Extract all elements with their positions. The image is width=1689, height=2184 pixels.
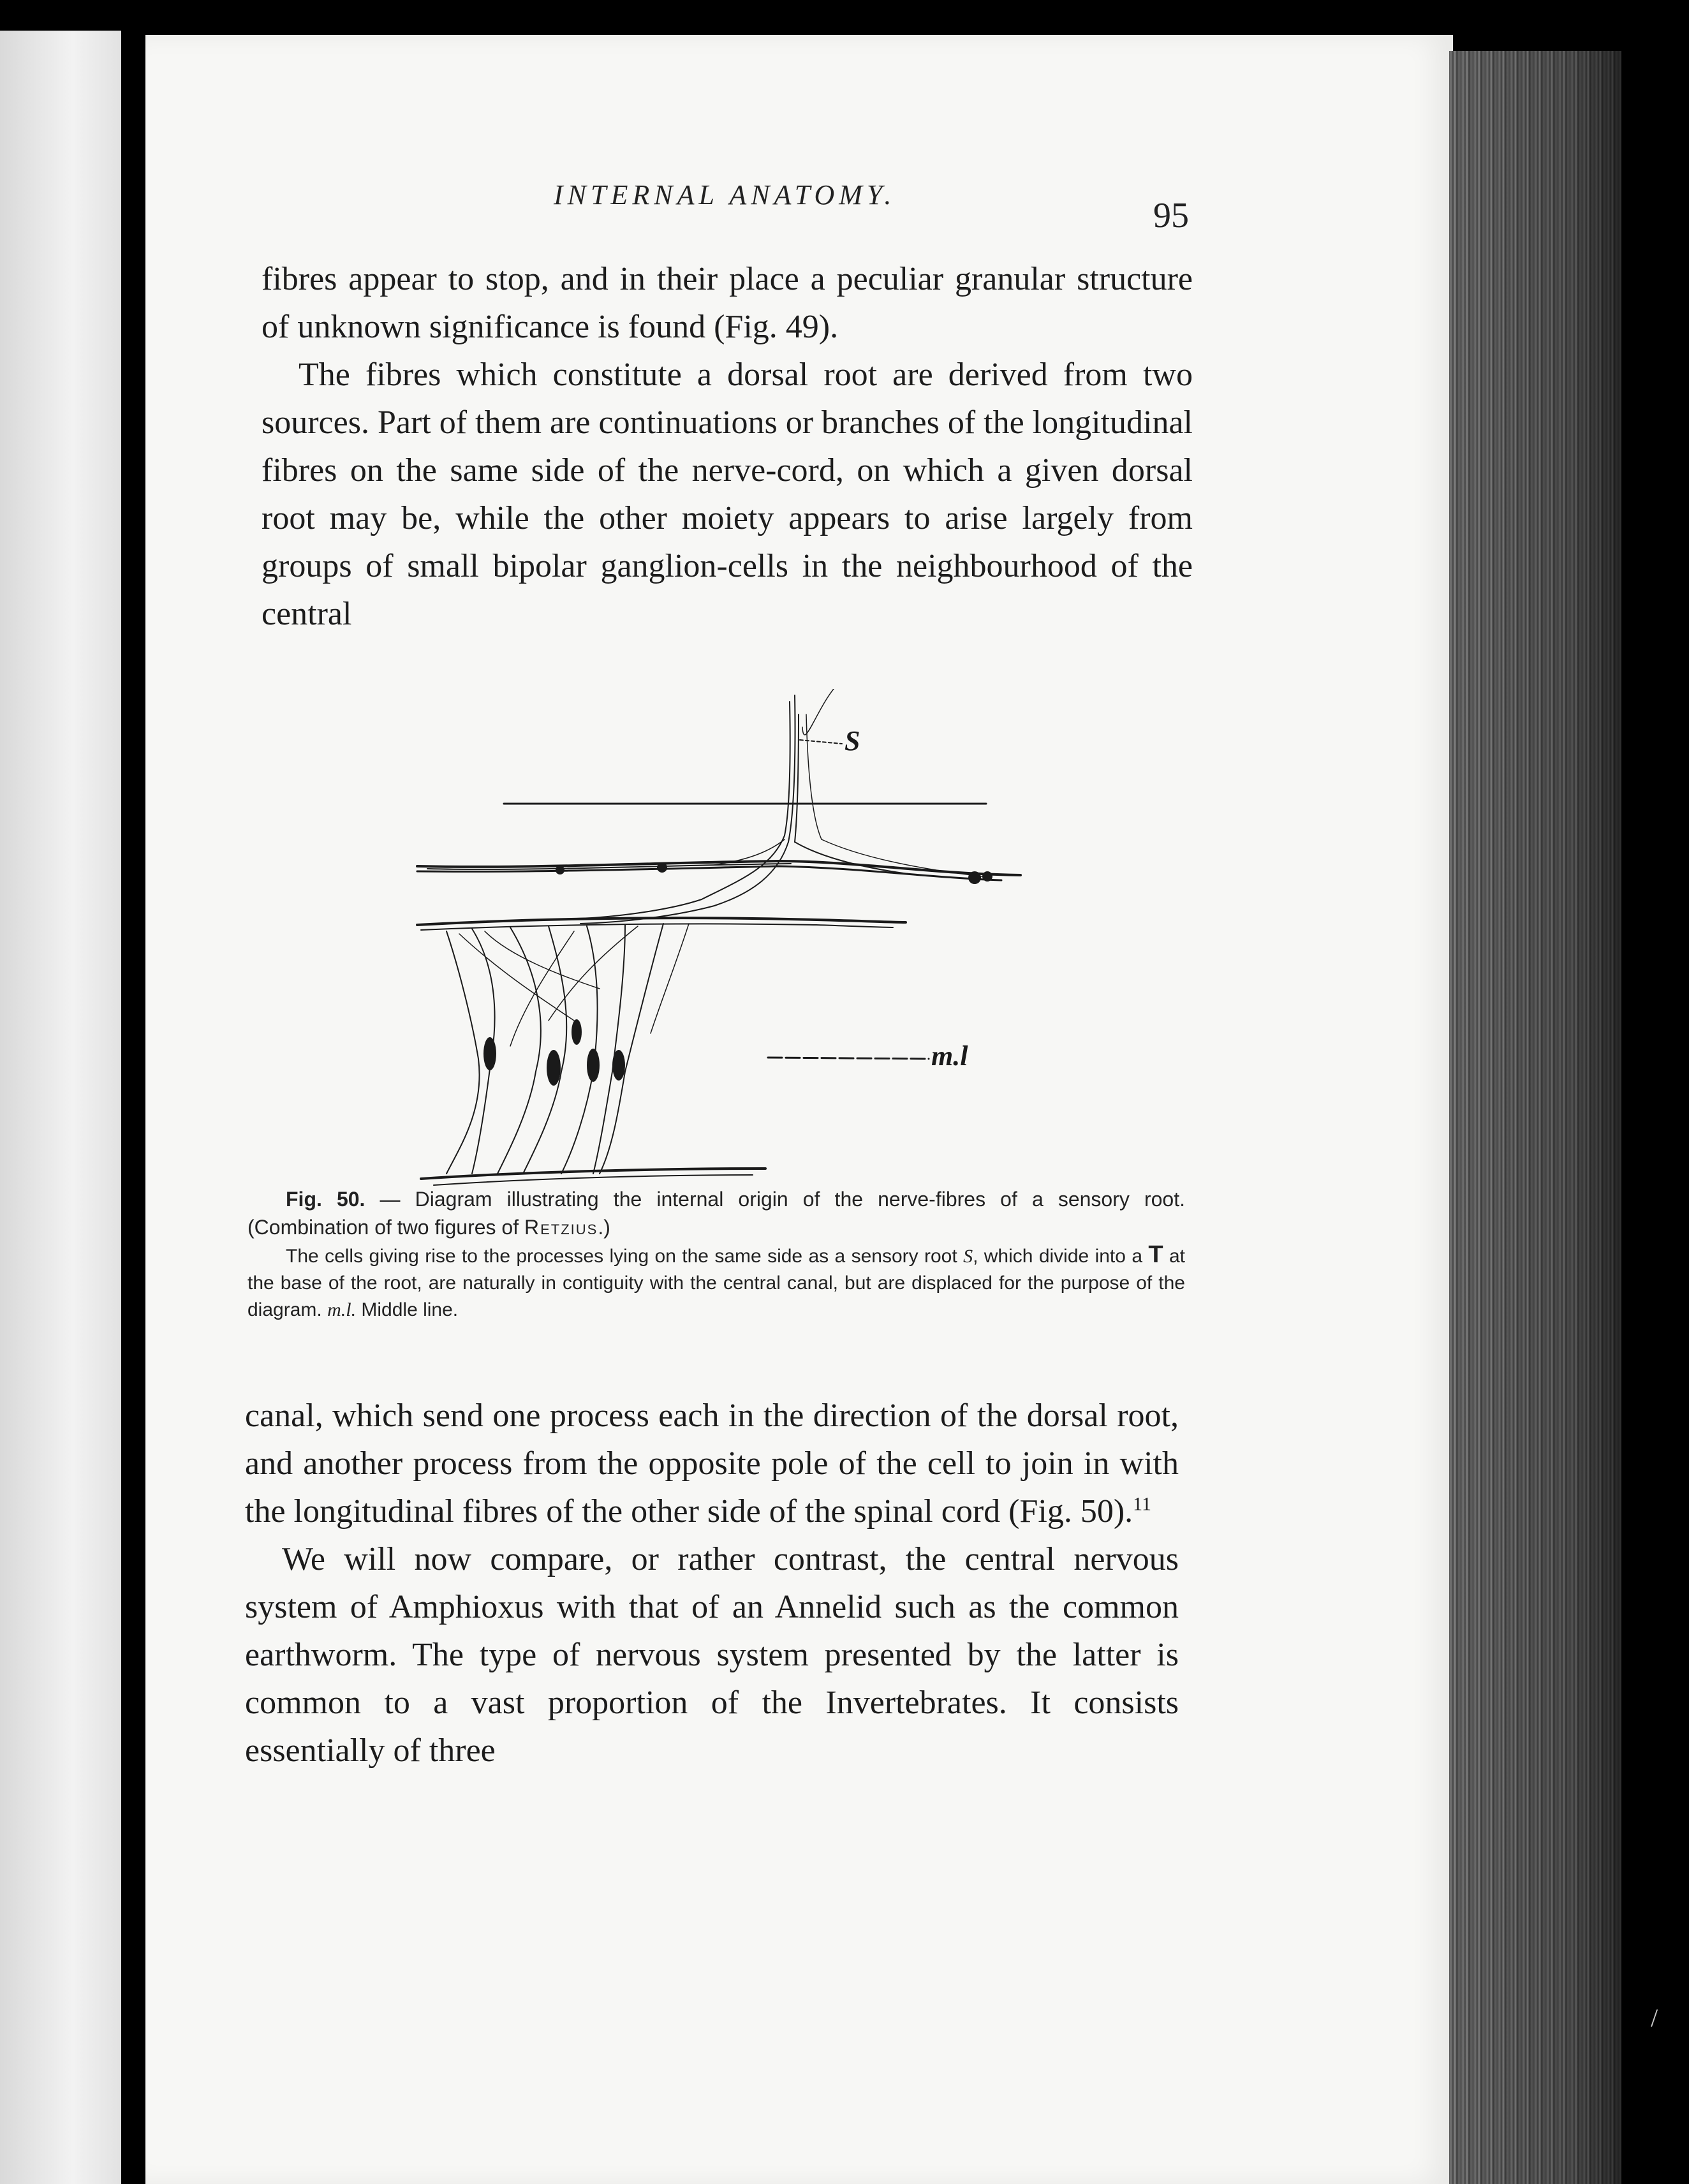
caption-title: Fig. 50. — Diagram illustrating the internal origin of the nerve-fibres of a sensory root. (Combination of two figures of Retzius.): [247, 1188, 1186, 1239]
ganglion-cell: [587, 1049, 600, 1082]
paragraph: fibres appear to stop, and in their place a peculiar granular structure of unknown significance is found (Fig. 49).: [262, 261, 1193, 345]
s-pointer-line: [800, 740, 842, 744]
footnote-ref: 11: [1133, 1493, 1152, 1515]
body-text-top: [262, 255, 1193, 638]
dorsal-root-fibre: [806, 714, 822, 839]
ganglion-cell: [547, 1050, 561, 1086]
ganglion-cell: [612, 1050, 625, 1081]
caption-author: Retzius: [524, 1216, 598, 1239]
paragraph: canal, which send one process each in the direction of the dorsal root, and another process from the opposite pole of the cell to join in with the longitudinal fibres of the other side of the spinal cord (Fig. 50).$^{11}$: [245, 1398, 1179, 1530]
paragraph: The fibres which constitute a dorsal root are derived from two sources. Part of them are continuations or branches of the longitudinal fibres on the same side of the nerve-cord, on which a given dorsal root may be, while the other moiety appears to arise largely from groups of small bipolar ganglion-cells in the neighbourhood of the central: [262, 357, 1193, 632]
label-s: S: [844, 725, 860, 756]
caption-explanation: The cells giving rise to the processes lying on the same side as a sensory root S, which divide into a T at the base of the root, are naturally in contiguity with the central canal, but are displaced for the purpose of the diagram. m.l. Middle line.: [247, 1241, 1185, 1320]
dorsal-root-fibre: [802, 689, 837, 735]
nerve-fibre-diagram: [408, 689, 1033, 1186]
scan-mark: /: [1651, 2003, 1658, 2032]
ganglion-cell: [483, 1037, 496, 1070]
running-head: INTERNAL ANATOMY.: [554, 179, 896, 210]
figure-caption: [247, 1185, 1185, 1324]
ganglion-cell: [572, 1019, 582, 1045]
paragraph: We will now compare, or rather contrast, the central nervous system of Amphioxus with that of an Annelid such as the common earthworm. The type of nervous system presented by the latter is common to a vast proportion of the Invertebrates. It consists essentially of three: [245, 1541, 1179, 1769]
longitudinal-band: [421, 924, 893, 930]
label-ml: m.l: [931, 1040, 968, 1072]
figure-label: Fig. 50.: [286, 1188, 365, 1211]
page-edges-shadow: [1449, 51, 1621, 2184]
dorsal-root-fibre: [785, 702, 790, 836]
page-number: 95: [1153, 196, 1189, 235]
body-text-bottom: [245, 1392, 1179, 1774]
ml-pointer-line: [768, 1058, 929, 1059]
facing-page-edge: [0, 31, 121, 2184]
